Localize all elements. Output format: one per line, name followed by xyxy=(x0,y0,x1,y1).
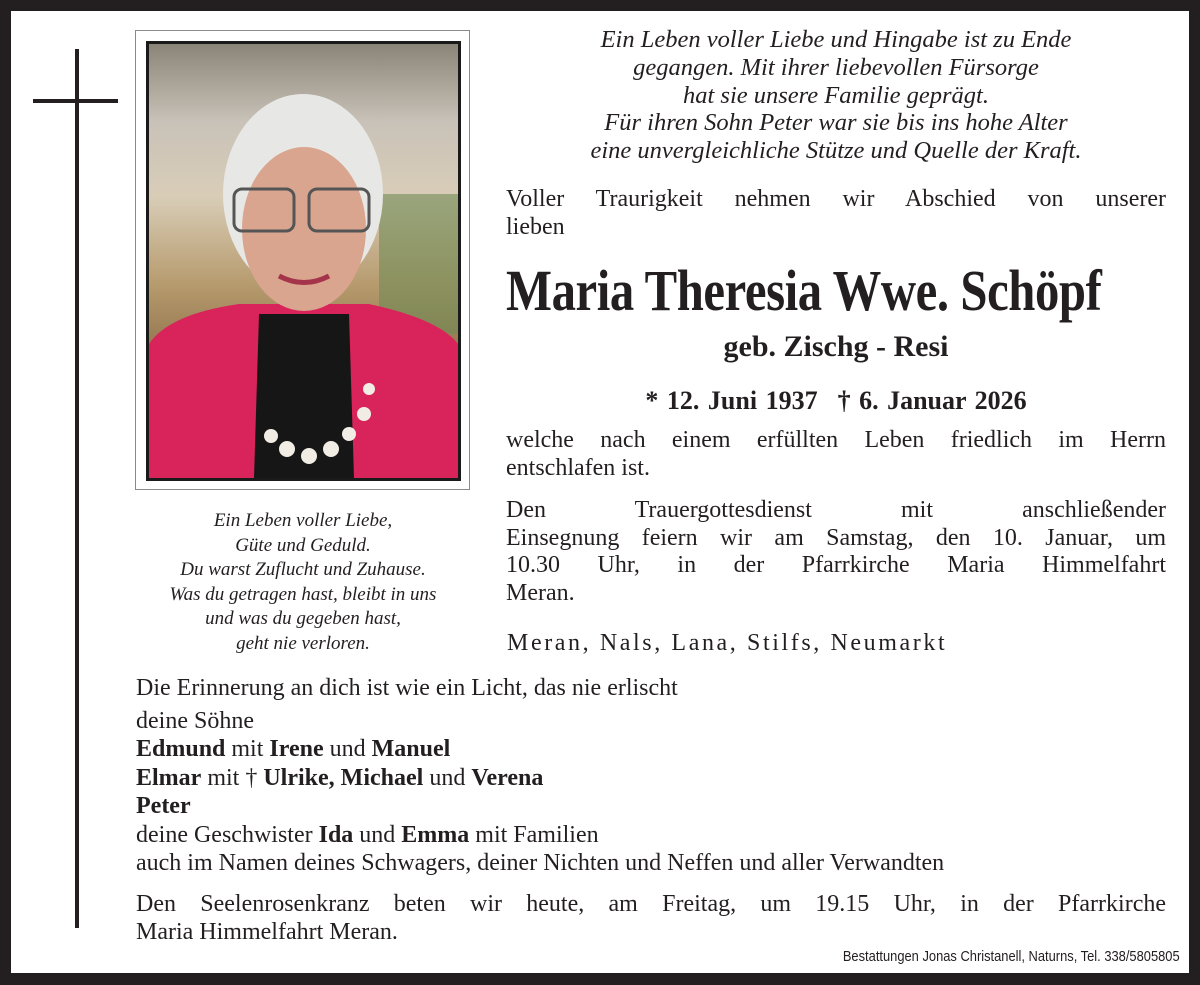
passing-text xyxy=(506,427,1166,482)
passing-line: entschlafen ist. xyxy=(506,454,650,481)
passing-line: welche nach einem erfüllten Leben friedlich im Herrn xyxy=(506,427,1166,453)
service-line: 10.30 Uhr, in der Pfarrkirche Maria Himmelfahrt xyxy=(506,552,1166,578)
birth-name: geb. Zischg - Resi xyxy=(723,330,949,363)
death-date: † 6. Januar 2026 xyxy=(837,386,1027,415)
intro-line: lieben xyxy=(506,214,565,240)
poem-line: Was du getragen hast, bleibt in uns xyxy=(169,583,437,605)
poem-line: geht nie verloren. xyxy=(236,632,370,654)
service-line: Einsegnung feiern wir am Samstag, den 10. Januar, um xyxy=(506,524,1166,551)
life-dates xyxy=(506,386,1166,416)
intro-line: Voller Traurigkeit nehmen wir Abschied von unserer xyxy=(506,186,1166,212)
cross-icon-bar xyxy=(33,99,118,103)
birth-date: * 12. Juni 1937 xyxy=(645,386,818,415)
family-line: Elmar mit † Ulrike, Michael und Verena xyxy=(136,764,544,791)
intro-text xyxy=(506,185,1166,241)
relatives-line: auch im Namen deines Schwagers, deiner Nichten und Neffen und aller Verwandten xyxy=(136,850,945,877)
poem-line: gegangen. Mit ihrer liebevollen Fürsorge xyxy=(633,53,1039,81)
top-poem xyxy=(506,26,1166,165)
rosary-text xyxy=(136,890,1166,947)
portrait-photo xyxy=(146,41,461,481)
places: Meran, Nals, Lana, Stilfs, Neumarkt xyxy=(507,630,948,656)
memory-line: Die Erinnerung an dich ist wie ein Licht, das nie erlischt xyxy=(136,675,678,701)
poem-line: Ein Leben voller Liebe und Hingabe ist zu Ende xyxy=(600,26,1072,53)
poem-line: Ein Leben voller Liebe, xyxy=(213,510,393,531)
poem-line: und was du gegeben hast, xyxy=(205,608,401,629)
deceased-name: Maria Theresia Wwe. Schöpf xyxy=(506,258,1102,323)
siblings-line: deine Geschwister Ida und Emma mit Familien xyxy=(136,821,599,848)
service-text xyxy=(506,497,1166,607)
family-line: Peter xyxy=(136,793,191,820)
funeral-home-footer: Bestattungen Jonas Christanell, Naturns, Tel. 338/5805805 xyxy=(843,948,1180,965)
rosary-line: Maria Himmelfahrt Meran. xyxy=(136,919,398,946)
poem-line: Güte und Geduld. xyxy=(235,534,371,556)
rosary-line: Den Seelenrosenkranz beten wir heute, am Freitag, um 19.15 Uhr, in der Pfarrkirche xyxy=(136,891,1166,917)
family-list xyxy=(136,707,944,877)
poem-line: Für ihren Sohn Peter war sie bis ins hohe Alter xyxy=(604,109,1068,137)
poem-line: hat sie unsere Familie geprägt. xyxy=(683,81,989,109)
service-line: Den Trauergottesdienst mit anschließender xyxy=(506,497,1166,523)
portrait-illustration xyxy=(149,44,458,478)
poem-line: eine unvergleichliche Stütze und Quelle der Kraft. xyxy=(590,137,1082,165)
service-line: Meran. xyxy=(506,579,575,606)
left-poem xyxy=(135,509,471,656)
sons-label: deine Söhne xyxy=(136,708,254,734)
poem-line: Du warst Zuflucht und Zuhause. xyxy=(180,559,426,580)
cross-icon xyxy=(75,49,79,928)
family-line: Edmund mit Irene und Manuel xyxy=(136,736,451,763)
